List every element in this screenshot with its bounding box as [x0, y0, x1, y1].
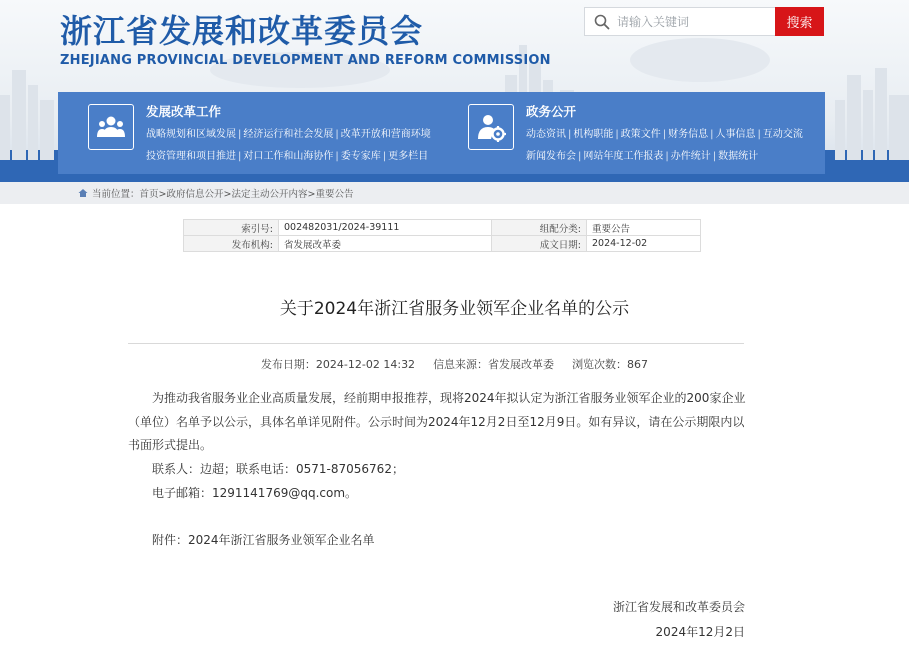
nav-link-data-stats[interactable]: 数据统计	[718, 151, 759, 162]
view-count: 浏览次数：867	[572, 358, 649, 371]
written-date-label: 成文日期:	[492, 236, 587, 252]
index-number-label: 索引号:	[184, 220, 279, 236]
contact-info: 联系人：边超；联系电话：0571-87056762；	[152, 462, 404, 476]
nav-link-more-columns[interactable]: 更多栏目	[388, 151, 429, 162]
breadcrumb-separator: >	[223, 189, 232, 200]
breadcrumb-item-home[interactable]: 首页	[139, 189, 159, 200]
nav-group-title[interactable]: 政务公开	[526, 104, 577, 119]
nav-group-icon-box	[88, 104, 134, 150]
user-gear-icon	[476, 112, 506, 142]
publisher-label: 发布机构:	[184, 236, 279, 252]
written-date-value: 2024-12-02	[587, 236, 701, 252]
search-input[interactable]	[617, 11, 767, 32]
article-meta-line	[0, 356, 909, 372]
attachment-link[interactable]: 附件：2024年浙江省服务业领军企业名单	[152, 533, 375, 547]
nav-link-finance-info[interactable]: 财务信息	[668, 129, 709, 140]
index-number-value: 002482031/2024-39111	[279, 220, 492, 236]
article-title: 关于2024年浙江省服务业领军企业名单的公示	[279, 299, 630, 319]
signature-date: 2024年12月2日	[655, 625, 745, 639]
breadcrumb-item-announcement[interactable]: 重要公告	[315, 189, 354, 200]
nav-link-policy-docs[interactable]: 政策文件	[620, 129, 661, 140]
nav-row-1: 战略规划和区域发展 | 经济运行和社会发展 | 改革开放和营商环境	[146, 129, 431, 140]
signer-organization: 浙江省发展和改革委员会	[612, 600, 745, 614]
nav-link-news[interactable]: 动态资讯	[526, 129, 566, 140]
email-info: 电子邮箱：1291141769@qq.com。	[152, 486, 358, 500]
nav-group-title[interactable]: 发展改革工作	[146, 104, 222, 119]
publisher-value: 省发展改革委	[279, 236, 492, 252]
info-source: 信息来源：省发展改革委	[433, 358, 555, 371]
site-logo-english: ZHEJIANG PROVINCIAL DEVELOPMENT AND REFORM COMMISSION	[60, 53, 551, 68]
nav-link-strategy-planning[interactable]: 战略规划和区域发展	[146, 129, 236, 140]
nav-group-icon-box	[468, 104, 514, 150]
search-button[interactable]: 搜索	[775, 7, 824, 36]
nav-link-expert-pool[interactable]: 委专家库	[340, 151, 381, 162]
category-label: 组配分类:	[492, 220, 587, 236]
nav-row-2: 新闻发布会 | 网站年度工作报表 | 办件统计 | 数据统计	[526, 151, 759, 162]
breadcrumb	[0, 182, 909, 204]
breadcrumb-trail	[92, 186, 353, 200]
nav-link-reform-opening[interactable]: 改革开放和营商环境	[340, 129, 431, 140]
nav-link-personnel-info[interactable]: 人事信息	[715, 129, 756, 140]
main-nav-panel	[58, 92, 825, 174]
nav-link-press-conference[interactable]: 新闻发布会	[526, 151, 576, 162]
home-icon	[78, 188, 88, 198]
nav-link-functions[interactable]: 机构职能	[573, 129, 614, 140]
publish-date: 发布日期：2024-12-02 14:32	[260, 358, 416, 371]
nav-link-investment[interactable]: 投资管理和项目推进	[146, 151, 236, 162]
nav-link-interaction[interactable]: 互动交流	[762, 129, 803, 140]
site-header	[0, 0, 909, 182]
breadcrumb-separator: >	[307, 189, 316, 200]
document-metadata-table	[183, 219, 701, 252]
nav-link-economic-operation[interactable]: 经济运行和社会发展	[243, 129, 334, 140]
nav-group-government-affairs	[468, 92, 818, 174]
nav-row-2: 投资管理和项目推进 | 对口工作和山海协作 | 委专家库 | 更多栏目	[146, 151, 429, 162]
breadcrumb-item-statutory[interactable]: 法定主动公开内容	[231, 189, 308, 200]
nav-link-case-stats[interactable]: 办件统计	[670, 151, 711, 162]
people-group-icon	[96, 112, 126, 142]
title-divider	[128, 343, 744, 344]
category-value: 重要公告	[587, 220, 701, 236]
breadcrumb-label: 当前位置：	[92, 189, 140, 200]
table-row	[184, 236, 701, 252]
breadcrumb-separator: >	[158, 189, 167, 200]
nav-link-counterpart-work[interactable]: 对口工作和山海协作	[243, 151, 334, 162]
breadcrumb-item-gov-info[interactable]: 政府信息公开	[166, 189, 224, 200]
search-box	[584, 7, 775, 36]
nav-row-1: 动态资讯 | 机构职能 | 政策文件 | 财务信息 | 人事信息 | 互动交流	[526, 129, 803, 140]
site-logo-chinese[interactable]: 浙江省发展和改革委员会	[60, 12, 424, 50]
article-paragraph: 为推动我省服务业企业高质量发展，经前期申报推荐，现将2024年拟认定为浙江省服务业领军企业的200家企业（单位）名单予以公示，具体名单详见附件。公示时间为2024年12月2日至12月9日。如有异议，请在公示期限内以书面形式提出。	[128, 391, 746, 452]
search-icon	[593, 13, 611, 31]
nav-group-reform-work	[88, 92, 458, 174]
table-row	[184, 220, 701, 236]
nav-link-annual-report[interactable]: 网站年度工作报表	[583, 151, 664, 162]
